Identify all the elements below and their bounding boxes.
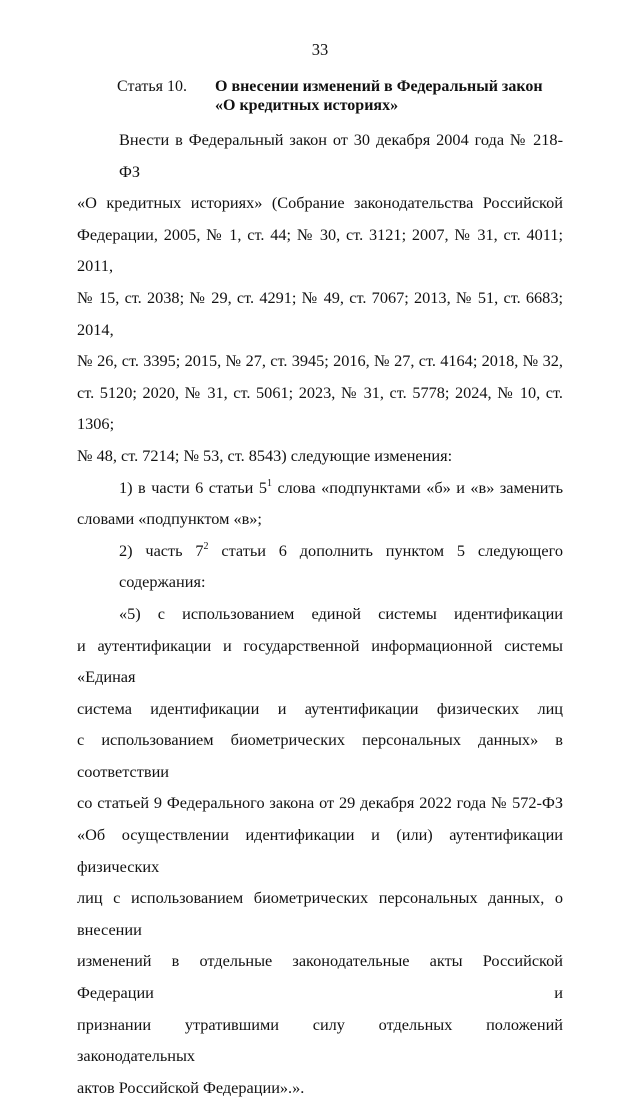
text-line: со статьей 9 Федерального закона от 29 декабря 2022 года № 572-ФЗ: [77, 793, 563, 813]
text-line: «Об осуществлении идентификации и (или) аутентификации физических: [77, 825, 563, 876]
text-line: система идентификации и аутентификации физических лиц: [77, 698, 563, 718]
item1-text-a: 1) в части 6 статьи 5: [119, 477, 267, 497]
item2-text-a: 2) часть 7: [119, 540, 204, 560]
text-line: «5) с использованием единой системы идентификации: [119, 603, 563, 623]
text-line: «О кредитных историях» (Собрание законодательства Российской: [77, 193, 563, 213]
text-line: признании утратившими силу отдельных положений законодательных: [77, 1014, 563, 1066]
text-line: Федерации, 2005, № 1, ст. 44; № 30, ст. 3121; 2007, № 31, ст. 4011; 2011,: [77, 224, 563, 276]
page-number: 33: [311, 40, 329, 59]
text-line: актов Российской Федерации».».: [77, 1077, 305, 1097]
quoted-new-clause: [77, 598, 563, 1103]
superscript: 2: [203, 540, 209, 552]
text-line: № 15, ст. 2038; № 29, ст. 4291; № 49, ст. 7067; 2013, № 51, ст. 6683; 2014,: [77, 287, 563, 339]
item1-text-b: слова «подпунктами «б» и «в» заменить: [271, 477, 564, 497]
superscript: 1: [266, 477, 272, 489]
text-line: Внести в Федеральный закон от 30 декабря 2004 года № 218-ФЗ: [119, 130, 563, 181]
article-title-line-2: «О кредитных историях»: [215, 97, 399, 114]
text-line: изменений в отдельные законодательные акты Российской Федерации и: [77, 951, 563, 1003]
text-line: № 26, ст. 3395; 2015, № 27, ст. 3945; 2016, № 27, ст. 4164; 2018, № 32,: [77, 351, 563, 371]
text-line: лиц с использованием биометрических персональных данных, о внесении: [77, 888, 563, 939]
text-line: словами «подпунктом «в»;: [77, 509, 262, 529]
text-line: с использованием биометрических персональных данных» в соответствии: [77, 730, 563, 781]
text-line: [77, 535, 563, 598]
text-line: № 48, ст. 7214; № 53, ст. 8543) следующие изменения:: [77, 445, 453, 465]
item2-text-b: статьи 6 дополнить пунктом 5 следующего содержания:: [119, 540, 563, 592]
amendment-item-2: [77, 535, 563, 598]
article-body: [77, 124, 563, 1103]
article-title-line-1: О внесении изменений в Федеральный закон: [215, 78, 543, 95]
text-line: ст. 5120; 2020, № 31, ст. 5061; 2023, № 31, ст. 5778; 2024, № 10, ст. 1306;: [77, 382, 563, 434]
text-line: и аутентификации и государственной информационной системы «Единая: [77, 635, 563, 687]
article-heading: [117, 77, 543, 115]
intro-paragraph: [77, 124, 563, 472]
text-line: [77, 472, 563, 504]
article-number: Статья 10.: [117, 78, 187, 95]
amendment-item-1: [77, 472, 563, 535]
